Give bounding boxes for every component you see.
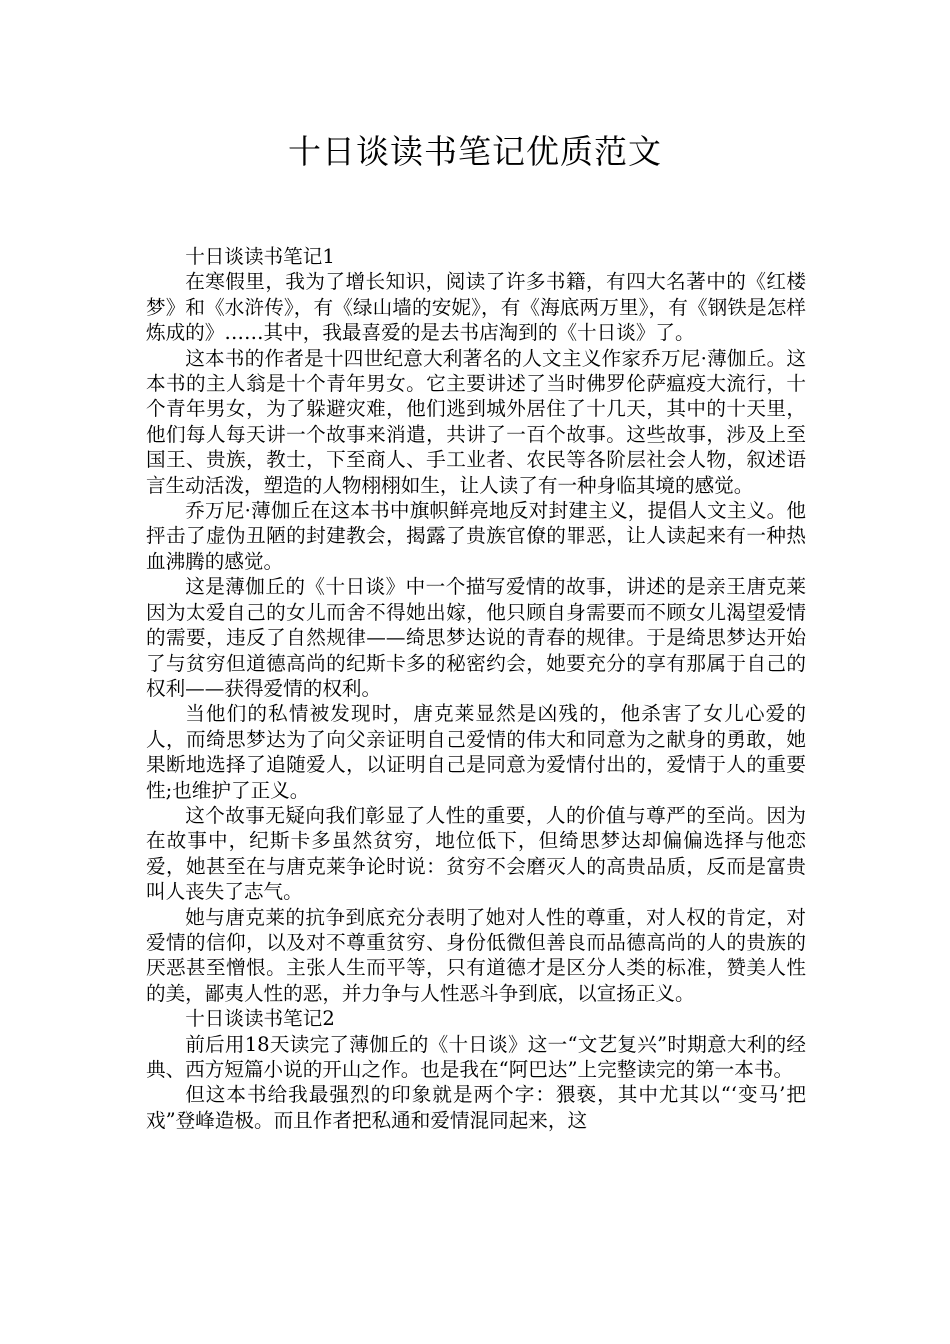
paragraph: 前后用18天读完了薄伽丘的《十日谈》这一“文艺复兴”时期意大利的经典、西方短篇小说的开山之作。也是我在“阿巴达”上完整读完的第一本书。 xyxy=(146,1032,806,1081)
paragraph: 在寒假里，我为了增长知识，阅读了许多书籍，有四大名著中的《红楼梦》和《水浒传》，有《绿山墙的安妮》，有《海底两万里》，有《钢铁是怎样炼成的》……其中，我最喜爱的是去书店淘到的《十日谈》了。 xyxy=(146,270,806,345)
paragraph: 这本书的作者是十四世纪意大利著名的人文主义作家乔万尼·薄伽丘。这本书的主人翁是十个青年男女。它主要讲述了当时佛罗伦萨瘟疫大流行，十个青年男女，为了躲避灾难，他们逃到城外居住了十几天，其中的十天里，他们每人每天讲一个故事来消遣，共讲了一百个故事。这些故事，涉及上至国王、贵族，教士，下至商人、手工业者、农民等各阶层社会人物，叙述语言生动活泼，塑造的人物栩栩如生，让人读了有一种身临其境的感觉。 xyxy=(146,346,806,497)
section-heading: 十日谈读书笔记2 xyxy=(185,1007,335,1031)
paragraph: 这是薄伽丘的《十日谈》中一个描写爱情的故事，讲述的是亲王唐克莱因为太爱自己的女儿而舍不得她出嫁，他只顾自身需要而不顾女儿渴望爱情的需要，违反了自然规律——绮思梦达说的青春的规律。于是绮思梦达开始了与贫穷但道德高尚的纪斯卡多的秘密约会，她要充分的享有那属于自己的权利——获得爱情的权利。 xyxy=(146,575,806,700)
paragraph: 但这本书给我最强烈的印象就是两个字：猥亵，其中尤其以“‘变马’把戏”登峰造极。而且作者把私通和爱情混同起来，这 xyxy=(146,1083,806,1132)
section-heading: 十日谈读书笔记1 xyxy=(185,245,335,268)
paragraph: 这个故事无疑向我们彰显了人性的重要，人的价值与尊严的至尚。因为在故事中，纪斯卡多虽然贫穷，地位低下，但绮思梦达却偏偏选择与他恋爱，她甚至在与唐克莱争论时说：贫穷不会磨灭人的高贵品质，反而是富贵叫人丧失了志气。 xyxy=(146,803,806,904)
paragraph: 她与唐克莱的抗争到底充分表明了她对人性的尊重，对人权的肯定，对爱情的信仰，以及对不尊重贫穷、身份低微但善良而品德高尚的人的贵族的厌恶甚至憎恨。主张人生而平等，只有道德才是区分人类的标准，赞美人性的美，鄙夷人性的恶，并力争与人性恶斗争到底，以宣扬正义。 xyxy=(146,905,806,1005)
document-body xyxy=(146,244,806,1133)
paragraph: 乔万尼·薄伽丘在这本书中旗帜鲜亮地反对封建主义，提倡人文主义。他抨击了虚伪丑陋的封建教会，揭露了贵族官僚的罪恶，让人读起来有一种热血沸腾的感觉。 xyxy=(146,499,806,573)
paragraph: 当他们的私情被发现时，唐克莱显然是凶残的，他杀害了女儿心爱的人，而绮思梦达为了向父亲证明自己爱情的伟大和同意为之献身的勇敢，她果断地选择了追随爱人，以证明自己是同意为爱情付出的，爱情于人的重要性;也维护了正义。 xyxy=(146,702,806,802)
document-title: 十日谈读书笔记优质范文 xyxy=(288,132,662,171)
